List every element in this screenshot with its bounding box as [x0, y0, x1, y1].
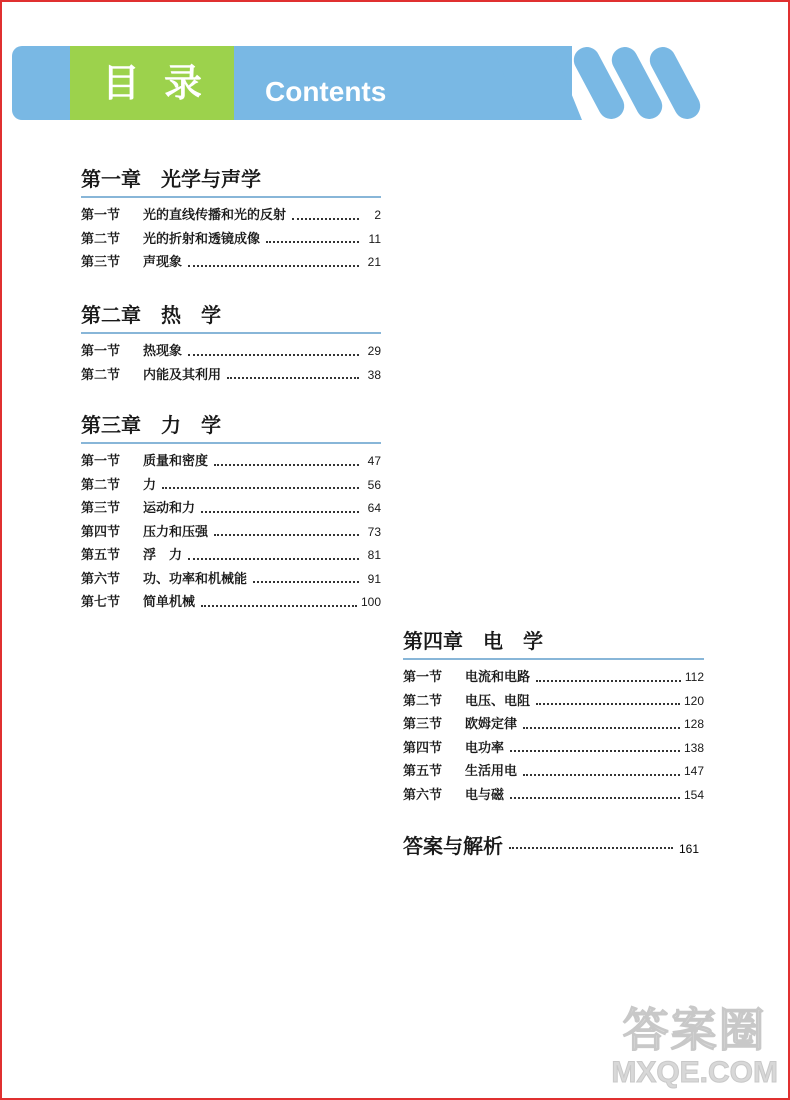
- section-name: 内能及其利用: [143, 367, 222, 383]
- chapter-title: 第四章 电 学: [403, 629, 543, 653]
- page-number: 2: [374, 208, 381, 222]
- toc-entry[interactable]: [81, 364, 381, 388]
- chapter-title: 第一章 光学与声学: [81, 167, 261, 191]
- dot-leader: [510, 740, 680, 752]
- page-number: 21: [367, 255, 381, 269]
- section-number: 第六节: [403, 787, 443, 803]
- dot-leader: [292, 208, 359, 220]
- dot-leader: [536, 670, 681, 682]
- dot-leader: [266, 231, 359, 243]
- toc-entry[interactable]: [81, 474, 381, 498]
- toc-entry[interactable]: [81, 340, 381, 364]
- section-number: 第一节: [403, 670, 443, 685]
- section-number: 第二节: [81, 231, 121, 247]
- section-name: 欧姆定律: [465, 717, 518, 732]
- page-number: 147: [683, 764, 704, 778]
- page-number: 38: [367, 367, 381, 382]
- section-number: 第三节: [403, 717, 443, 732]
- watermark: [611, 1004, 778, 1090]
- section-name: 生活用电: [465, 764, 518, 779]
- section-name: 电与磁: [465, 787, 505, 803]
- dot-leader: [188, 548, 359, 560]
- page-number: 73: [367, 524, 381, 539]
- page-number: 64: [367, 501, 381, 515]
- watermark-site: MXQE.COM: [611, 1056, 778, 1089]
- toc-entry[interactable]: [403, 760, 704, 784]
- toc-entry[interactable]: [81, 521, 381, 545]
- chapter-divider: [81, 196, 381, 198]
- dot-leader: [509, 837, 673, 849]
- page-title: 目录: [101, 61, 226, 105]
- dot-leader: [201, 595, 357, 607]
- section-number: 第五节: [81, 548, 121, 563]
- dot-leader: [188, 255, 359, 267]
- toc-entry[interactable]: [403, 666, 704, 690]
- page-number: 91: [367, 571, 381, 586]
- dot-leader: [253, 571, 359, 583]
- section-number: 第一节: [81, 454, 121, 469]
- chapter-divider: [81, 332, 381, 334]
- page-number: 120: [683, 693, 704, 708]
- page-number: 100: [360, 595, 381, 609]
- page-number: 138: [683, 740, 704, 755]
- chapter-2: [81, 300, 381, 387]
- dot-leader: [523, 764, 680, 776]
- dot-leader: [523, 717, 680, 729]
- section-name: 浮 力: [143, 548, 183, 563]
- section-number: 第四节: [403, 740, 443, 756]
- section-name: 电流和电路: [465, 670, 531, 685]
- section-name: 电压、电阻: [465, 693, 531, 709]
- toc-entry[interactable]: [403, 690, 704, 714]
- toc-entry[interactable]: [81, 544, 381, 568]
- toc-entry[interactable]: [81, 568, 381, 592]
- page-number: 81: [367, 548, 381, 562]
- toc-entry[interactable]: [81, 251, 381, 275]
- page-number: 112: [684, 670, 704, 684]
- chapter-3: [81, 410, 381, 615]
- section-name: 电功率: [465, 740, 505, 756]
- section-name: 质量和密度: [143, 454, 209, 469]
- dot-leader: [162, 477, 359, 489]
- section-name: 压力和压强: [143, 524, 209, 540]
- toc-entry[interactable]: [81, 204, 381, 228]
- dot-leader: [201, 501, 359, 513]
- section-name: 运动和力: [143, 501, 196, 516]
- section-number: 第二节: [81, 477, 121, 493]
- page-number: 56: [367, 477, 381, 492]
- toc-entry[interactable]: [81, 450, 381, 474]
- toc-entry[interactable]: [81, 591, 381, 615]
- dot-leader: [227, 367, 359, 379]
- section-number: 第二节: [81, 367, 121, 383]
- chapter-divider: [81, 442, 381, 444]
- page-number: 128: [683, 717, 704, 731]
- page-subtitle: Contents: [265, 76, 387, 107]
- toc-entry[interactable]: [81, 497, 381, 521]
- section-name: 力: [143, 477, 157, 493]
- section-number: 第三节: [81, 255, 121, 270]
- chapter-title: 第三章 力 学: [81, 413, 221, 437]
- answers-entry[interactable]: [403, 830, 699, 859]
- page-number: 47: [367, 454, 381, 468]
- dot-leader: [510, 787, 680, 799]
- section-number: 第二节: [403, 693, 443, 709]
- dot-leader: [214, 524, 359, 536]
- dot-leader: [214, 454, 359, 466]
- section-number: 第一节: [81, 208, 121, 223]
- section-number: 第一节: [81, 344, 121, 359]
- section-name: 光的直线传播和光的反射: [143, 208, 287, 223]
- page-number: 29: [367, 344, 381, 358]
- chapter-divider: [403, 658, 704, 660]
- watermark-logo: 答案圈: [622, 1003, 767, 1057]
- answers-label: 答案与解析: [403, 834, 503, 858]
- toc-entry[interactable]: [81, 228, 381, 252]
- section-name: 声现象: [143, 255, 183, 270]
- dot-leader: [188, 344, 359, 356]
- toc-entry[interactable]: [403, 737, 704, 761]
- chapter-1: [81, 164, 381, 275]
- chapter-title: 第二章 热 学: [81, 303, 221, 327]
- section-name: 光的折射和透镜成像: [143, 231, 261, 247]
- section-number: 第四节: [81, 524, 121, 540]
- section-name: 功、功率和机械能: [143, 571, 248, 587]
- section-name: 热现象: [143, 344, 183, 359]
- section-number: 第六节: [81, 571, 121, 587]
- page-number: 11: [368, 231, 381, 246]
- section-name: 简单机械: [143, 595, 196, 610]
- page-number: 154: [683, 787, 704, 802]
- page-number: 161: [678, 842, 699, 856]
- toc-entry[interactable]: [403, 713, 704, 737]
- chapter-4: [403, 626, 704, 807]
- toc-entry[interactable]: [403, 784, 704, 808]
- dot-leader: [536, 693, 680, 705]
- section-number: 第五节: [403, 764, 443, 779]
- section-number: 第七节: [81, 595, 121, 610]
- section-number: 第三节: [81, 501, 121, 516]
